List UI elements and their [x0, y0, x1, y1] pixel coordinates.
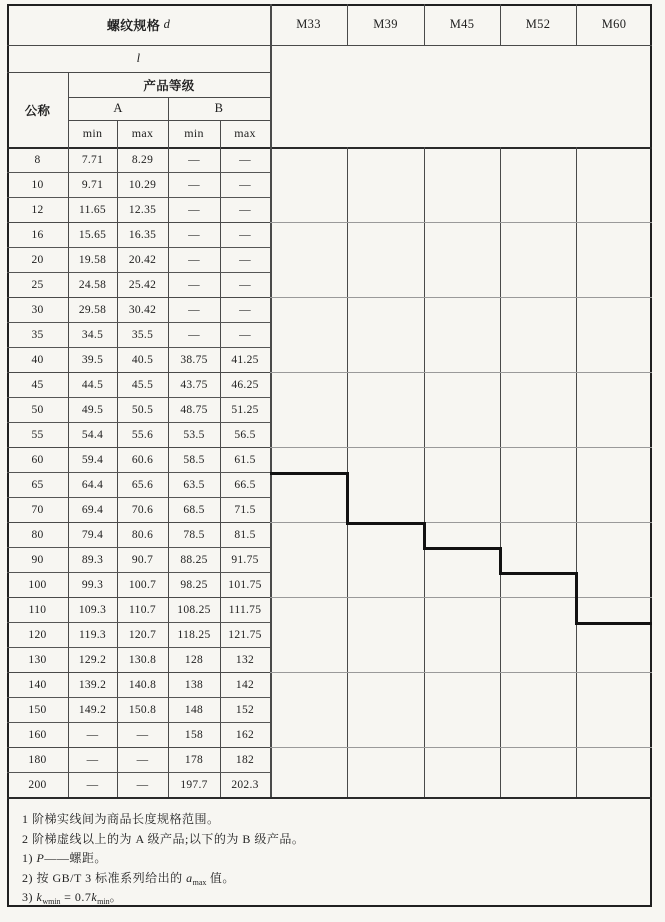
row-label: 160: [28, 728, 47, 741]
a-min-value: —: [86, 753, 99, 766]
b-max-value: 132: [235, 653, 255, 666]
b-max-value: 142: [235, 678, 255, 691]
length-symbol: l: [136, 51, 141, 65]
row-label: 35: [31, 328, 44, 341]
a-min-value: 34.5: [81, 328, 104, 341]
b-min-value: —: [188, 178, 200, 191]
row-label: 45: [31, 378, 44, 391]
header-a-max: max: [131, 126, 154, 140]
a-min-value: 129.2: [78, 653, 107, 666]
a-min-value: 64.4: [81, 478, 104, 491]
footnote: [22, 869, 235, 887]
row-rule: [7, 497, 270, 498]
group-rule: [270, 672, 652, 673]
row-label: 60: [31, 453, 44, 466]
b-min-value: 68.5: [183, 503, 205, 516]
b-max-value: 81.5: [234, 528, 256, 541]
a-max-value: 55.6: [131, 428, 154, 441]
row-rule: [7, 572, 270, 573]
a-max-value: —: [136, 778, 149, 791]
a-max-value: 110.7: [129, 603, 156, 616]
a-max-value: 80.6: [131, 528, 154, 541]
row-label: 200: [28, 778, 47, 791]
frame-right-line: [650, 4, 652, 907]
row-rule: [7, 272, 270, 273]
b-min-value: 197.7: [180, 778, 208, 791]
group-rule: [270, 522, 652, 523]
a-max-value: 20.42: [128, 253, 157, 266]
b-max-value: 111.75: [228, 603, 262, 616]
row-rule: [7, 622, 270, 623]
a-max-value: 50.5: [131, 403, 154, 416]
footnote: [22, 830, 304, 847]
group-rule: [7, 447, 270, 448]
b-min-value: 148: [184, 703, 204, 716]
group-rule: [7, 222, 270, 223]
note-text: 2) 按 GB/T 3 标准系列给出的: [22, 870, 187, 885]
group-rule: [270, 222, 652, 223]
a-max-value: 130.8: [128, 653, 157, 666]
row-rule: [7, 772, 270, 773]
row-rule: [7, 547, 270, 548]
b-min-value: 63.5: [183, 478, 205, 491]
header-nominal: 公称: [24, 103, 51, 118]
b-min-value: 108.25: [177, 603, 211, 616]
b-max-value: 182: [235, 753, 255, 766]
a-min-value: 19.58: [78, 253, 107, 266]
row-label: 40: [31, 353, 44, 366]
note-text: ——螺距。: [44, 851, 107, 865]
b-min-value: 158: [184, 728, 204, 741]
b-max-value: 46.25: [231, 378, 259, 391]
row-rule: [7, 172, 270, 173]
a-min-value: 69.4: [81, 503, 104, 516]
b-min-value: 38.75: [180, 353, 208, 366]
a-min-value: 59.4: [81, 453, 104, 466]
b-max-value: 152: [235, 703, 255, 716]
header-thread-spec: [7, 4, 270, 45]
group-rule: [7, 297, 270, 298]
group-rule: [270, 372, 652, 373]
row-label: 20: [31, 253, 44, 266]
row-label: 55: [31, 428, 44, 441]
a-max-value: 90.7: [131, 553, 154, 566]
note-text: 1 阶梯实线间为商品长度规格范围。: [22, 812, 220, 826]
b-min-value: —: [188, 278, 200, 291]
b-min-value: —: [188, 203, 200, 216]
a-min-value: 7.71: [81, 153, 104, 166]
row-rule: [7, 697, 270, 698]
row-label: 110: [28, 603, 47, 616]
a-max-value: 150.8: [128, 703, 157, 716]
data-bottom-line: [7, 797, 652, 799]
a-min-value: 9.71: [81, 178, 104, 191]
row-label: 130: [28, 653, 47, 666]
row-rule: [7, 647, 270, 648]
a-max-value: 120.7: [128, 628, 157, 641]
a-min-value: 11.65: [79, 203, 106, 216]
header-b-min: min: [184, 126, 204, 140]
step-line-vertical: [575, 572, 578, 625]
row-label: 8: [34, 153, 41, 166]
header-a-min: min: [82, 126, 103, 140]
step-line-horizontal: [347, 522, 424, 525]
row-rule: [7, 347, 270, 348]
b-max-value: —: [239, 328, 251, 341]
a-min-value: 149.2: [78, 703, 107, 716]
row-label: 150: [28, 703, 47, 716]
b-max-value: 121.75: [228, 628, 262, 641]
step-line-horizontal: [500, 572, 576, 575]
row-label: 100: [28, 578, 47, 591]
b-max-value: 61.5: [234, 453, 256, 466]
a-max-value: 140.8: [128, 678, 157, 691]
row-label: 30: [31, 303, 44, 316]
step-line-horizontal: [576, 622, 652, 625]
b-min-value: 53.5: [183, 428, 205, 441]
a-max-value: 30.42: [128, 303, 157, 316]
b-max-value: —: [239, 178, 251, 191]
b-max-value: 66.5: [234, 478, 256, 491]
row-label: 140: [28, 678, 47, 691]
a-max-value: —: [136, 753, 149, 766]
group-rule: [7, 747, 270, 748]
a-max-value: 35.5: [131, 328, 154, 341]
a-min-value: 139.2: [78, 678, 107, 691]
b-min-value: 78.5: [183, 528, 205, 541]
a-max-value: 65.6: [131, 478, 154, 491]
row-label: 120: [28, 628, 47, 641]
b-max-value: 202.3: [231, 778, 259, 791]
a-min-value: 15.65: [78, 228, 107, 241]
a-max-value: 40.5: [131, 353, 154, 366]
b-max-value: 101.75: [228, 578, 262, 591]
step-line-vertical: [346, 472, 349, 525]
group-rule: [270, 747, 652, 748]
row-rule: [7, 197, 270, 198]
row-rule: [7, 422, 270, 423]
a-max-value: 45.5: [131, 378, 154, 391]
thread-column-header: M33: [296, 17, 321, 31]
a-min-value: 24.58: [78, 278, 107, 291]
b-min-value: —: [188, 228, 200, 241]
b-max-value: 41.25: [231, 353, 259, 366]
b-max-value: —: [239, 203, 251, 216]
group-rule: [270, 297, 652, 298]
b-max-value: —: [239, 228, 251, 241]
row-rule: [7, 247, 270, 248]
a-max-value: 10.29: [128, 178, 157, 191]
a-max-value: 60.6: [131, 453, 154, 466]
b-max-value: 71.5: [234, 503, 256, 516]
footnote: [22, 810, 220, 827]
b-max-value: 91.75: [231, 553, 259, 566]
a-min-value: 39.5: [81, 353, 104, 366]
step-line-vertical: [423, 522, 426, 550]
row-label: 12: [31, 203, 44, 216]
a-max-value: —: [136, 728, 149, 741]
header-grade-b: B: [214, 101, 224, 115]
step-line-horizontal: [424, 547, 500, 550]
row-label: 70: [31, 503, 44, 516]
note-text: 2 阶梯虚线以上的为 A 级产品;以下的为 B 级产品。: [22, 831, 305, 846]
a-max-value: 8.29: [131, 153, 154, 166]
a-min-value: —: [86, 728, 99, 741]
formula-subscript: min: [97, 897, 110, 906]
a-max-value: 25.42: [128, 278, 157, 291]
b-max-value: 56.5: [234, 428, 256, 441]
a-min-value: 29.58: [78, 303, 107, 316]
header-grade-a: A: [113, 101, 123, 115]
row-label: 80: [31, 528, 44, 541]
note-text: 。: [109, 890, 123, 904]
formula-variable: k: [36, 890, 43, 904]
b-max-value: —: [239, 153, 251, 166]
b-max-value: 51.25: [231, 403, 259, 416]
thread-column-header: M45: [449, 17, 475, 31]
grid-line: [424, 147, 425, 797]
header-product-grade: 产品等级: [143, 78, 195, 93]
row-label: 25: [31, 278, 44, 291]
a-min-value: 44.5: [81, 378, 104, 391]
b-min-value: —: [188, 153, 200, 166]
b-max-value: —: [239, 303, 251, 316]
thread-column-header: M52: [525, 17, 551, 31]
a-min-value: 99.3: [81, 578, 104, 591]
step-line-horizontal: [270, 472, 347, 475]
thread-column-header: M39: [373, 17, 398, 31]
b-min-value: 118.25: [177, 628, 211, 641]
b-min-value: —: [188, 253, 200, 266]
a-max-value: 12.35: [128, 203, 157, 216]
b-min-value: 58.5: [183, 453, 205, 466]
b-max-value: —: [239, 253, 251, 266]
formula-subscript: wmin: [42, 897, 61, 906]
row-rule: [7, 472, 270, 473]
b-max-value: —: [239, 278, 251, 291]
a-max-value: 100.7: [128, 578, 157, 591]
group-rule: [7, 522, 270, 523]
group-rule: [7, 372, 270, 373]
b-min-value: —: [188, 303, 200, 316]
b-max-value: 162: [235, 728, 255, 741]
a-min-value: 119.3: [79, 628, 106, 641]
a-max-value: 16.35: [128, 228, 157, 241]
group-rule: [270, 597, 652, 598]
grid-line: [576, 147, 577, 797]
grid-line: [270, 4, 272, 797]
formula-subscript: max: [192, 877, 207, 887]
note-text: 值。: [206, 870, 235, 885]
b-min-value: 88.25: [180, 553, 208, 566]
formula-variable: k: [91, 890, 98, 904]
b-min-value: 48.75: [180, 403, 208, 416]
footnote: [22, 888, 122, 906]
b-min-value: —: [188, 328, 200, 341]
row-label: 16: [31, 228, 44, 241]
b-min-value: 138: [184, 678, 204, 691]
grid-line: [500, 147, 501, 797]
group-rule: [7, 597, 270, 598]
thread-spec-symbol: d: [163, 17, 171, 31]
a-min-value: 109.3: [78, 603, 107, 616]
row-rule: [7, 322, 270, 323]
note-text: 3): [22, 890, 37, 904]
row-rule: [7, 722, 270, 723]
note-text: = 0.7: [60, 890, 92, 904]
a-max-value: 70.6: [131, 503, 154, 516]
row-label: 50: [31, 403, 44, 416]
header-b-max: max: [234, 126, 256, 140]
thread-spec-label: 螺纹规格: [106, 18, 161, 33]
row-label: 180: [28, 753, 47, 766]
formula-variable: a: [186, 870, 193, 885]
b-min-value: 98.25: [180, 578, 208, 591]
a-min-value: 49.5: [81, 403, 104, 416]
a-min-value: 79.4: [81, 528, 104, 541]
footnote: [22, 849, 107, 866]
group-rule: [7, 672, 270, 673]
thread-column-header: M60: [601, 17, 627, 31]
row-label: 10: [31, 178, 44, 191]
header-length: [7, 45, 270, 72]
step-line-vertical: [499, 547, 502, 575]
a-min-value: 89.3: [81, 553, 104, 566]
formula-variable: P: [36, 851, 45, 865]
a-min-value: —: [86, 778, 99, 791]
note-text: 1): [22, 851, 37, 865]
row-label: 90: [31, 553, 44, 566]
b-min-value: 128: [184, 653, 204, 666]
a-min-value: 54.4: [81, 428, 104, 441]
row-rule: [7, 397, 270, 398]
group-rule: [270, 447, 652, 448]
row-label: 65: [31, 478, 44, 491]
b-min-value: 178: [184, 753, 204, 766]
b-min-value: 43.75: [180, 378, 208, 391]
